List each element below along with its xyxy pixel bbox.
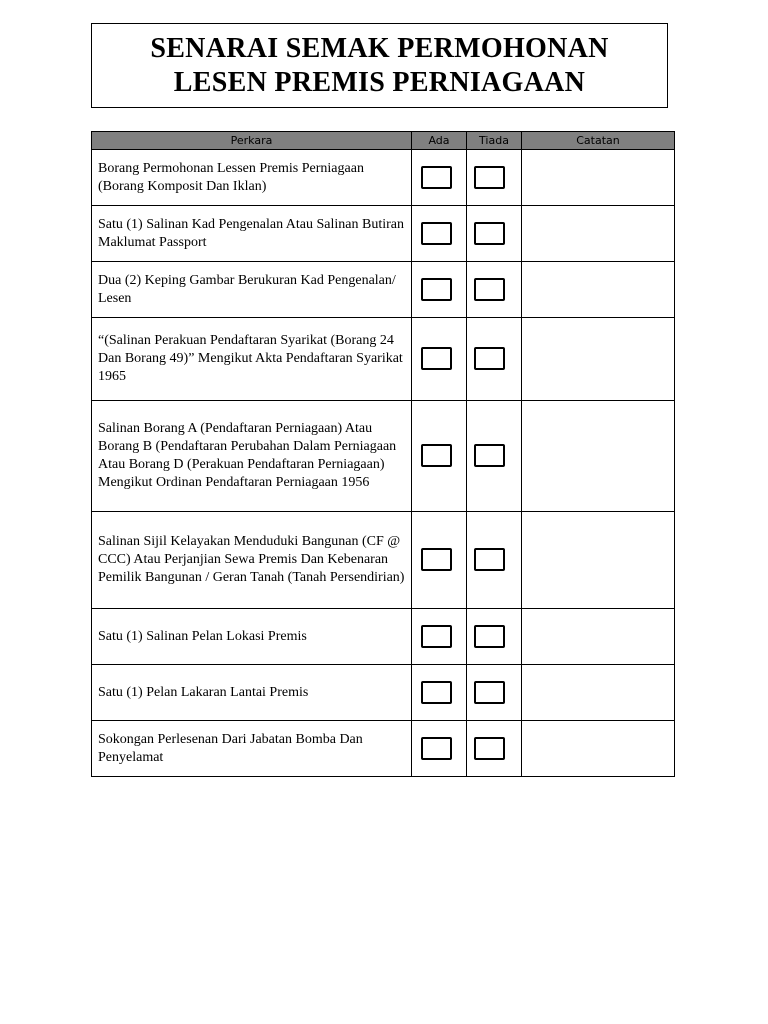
table-row: [92, 512, 675, 609]
column-header-catatan: Catatan: [522, 132, 675, 150]
ada-cell: [412, 665, 467, 721]
ada-cell: [412, 721, 467, 777]
column-header-tiada: Tiada: [467, 132, 522, 150]
item-text: Satu (1) Pelan Lakaran Lantai Premis: [92, 665, 412, 721]
ada-cell: [412, 609, 467, 665]
tiada-checkbox[interactable]: [474, 681, 505, 704]
item-text: Satu (1) Salinan Kad Pengenalan Atau Salinan Butiran Maklumat Passport: [92, 206, 412, 262]
table-row: [92, 262, 675, 318]
catatan-cell[interactable]: [522, 512, 675, 609]
table-row: [92, 721, 675, 777]
ada-checkbox[interactable]: [421, 166, 452, 189]
tiada-cell: [467, 512, 522, 609]
table-row: [92, 150, 675, 206]
column-header-ada: Ada: [412, 132, 467, 150]
title-box: [91, 23, 668, 108]
page-title-line-1: SENARAI SEMAK PERMOHONAN: [150, 32, 609, 64]
tiada-checkbox[interactable]: [474, 347, 505, 370]
ada-checkbox[interactable]: [421, 444, 452, 467]
table-row: [92, 401, 675, 512]
item-text: “(Salinan Perakuan Pendaftaran Syarikat (Borang 24 Dan Borang 49)” Mengikut Akta Pendaftaran Syarikat 1965: [92, 318, 412, 401]
catatan-cell[interactable]: [522, 721, 675, 777]
ada-cell: [412, 512, 467, 609]
item-text: Borang Permohonan Lessen Premis Perniagaan (Borang Komposit Dan Iklan): [92, 150, 412, 206]
catatan-cell[interactable]: [522, 318, 675, 401]
ada-checkbox[interactable]: [421, 625, 452, 648]
tiada-checkbox[interactable]: [474, 222, 505, 245]
tiada-checkbox[interactable]: [474, 737, 505, 760]
item-text: Salinan Borang A (Pendaftaran Perniagaan) Atau Borang B (Pendaftaran Perubahan Dalam Perniagaan Atau Borang D (Perakuan Pendaftaran Perniagaan) Mengikut Ordinan Pendaftaran Perniagaan 1956: [92, 401, 412, 512]
item-text: Dua (2) Keping Gambar Berukuran Kad Pengenalan/ Lesen: [92, 262, 412, 318]
tiada-cell: [467, 262, 522, 318]
ada-cell: [412, 262, 467, 318]
table-row: [92, 206, 675, 262]
catatan-cell[interactable]: [522, 609, 675, 665]
tiada-cell: [467, 150, 522, 206]
ada-checkbox[interactable]: [421, 681, 452, 704]
ada-cell: [412, 401, 467, 512]
checklist-table: [91, 131, 675, 777]
tiada-checkbox[interactable]: [474, 166, 505, 189]
tiada-checkbox[interactable]: [474, 548, 505, 571]
catatan-cell[interactable]: [522, 206, 675, 262]
tiada-cell: [467, 721, 522, 777]
item-text: Satu (1) Salinan Pelan Lokasi Premis: [92, 609, 412, 665]
ada-checkbox[interactable]: [421, 548, 452, 571]
tiada-cell: [467, 609, 522, 665]
tiada-cell: [467, 206, 522, 262]
ada-checkbox[interactable]: [421, 278, 452, 301]
tiada-cell: [467, 318, 522, 401]
catatan-cell[interactable]: [522, 665, 675, 721]
catatan-cell[interactable]: [522, 262, 675, 318]
catatan-cell[interactable]: [522, 401, 675, 512]
tiada-checkbox[interactable]: [474, 625, 505, 648]
table-row: [92, 318, 675, 401]
column-header-perkara: Perkara: [92, 132, 412, 150]
ada-cell: [412, 318, 467, 401]
table-row: [92, 609, 675, 665]
ada-cell: [412, 150, 467, 206]
table-row: [92, 665, 675, 721]
tiada-checkbox[interactable]: [474, 444, 505, 467]
ada-checkbox[interactable]: [421, 222, 452, 245]
ada-cell: [412, 206, 467, 262]
ada-checkbox[interactable]: [421, 347, 452, 370]
item-text: Salinan Sijil Kelayakan Menduduki Bangunan (CF @ CCC) Atau Perjanjian Sewa Premis Dan Kebenaran Pemilik Bangunan / Geran Tanah (Tanah Persendirian): [92, 512, 412, 609]
tiada-checkbox[interactable]: [474, 278, 505, 301]
tiada-cell: [467, 401, 522, 512]
table-header-row: [92, 132, 675, 150]
catatan-cell[interactable]: [522, 150, 675, 206]
page-title-line-2: LESEN PREMIS PERNIAGAAN: [173, 66, 586, 98]
tiada-cell: [467, 665, 522, 721]
item-text: Sokongan Perlesenan Dari Jabatan Bomba Dan Penyelamat: [92, 721, 412, 777]
ada-checkbox[interactable]: [421, 737, 452, 760]
